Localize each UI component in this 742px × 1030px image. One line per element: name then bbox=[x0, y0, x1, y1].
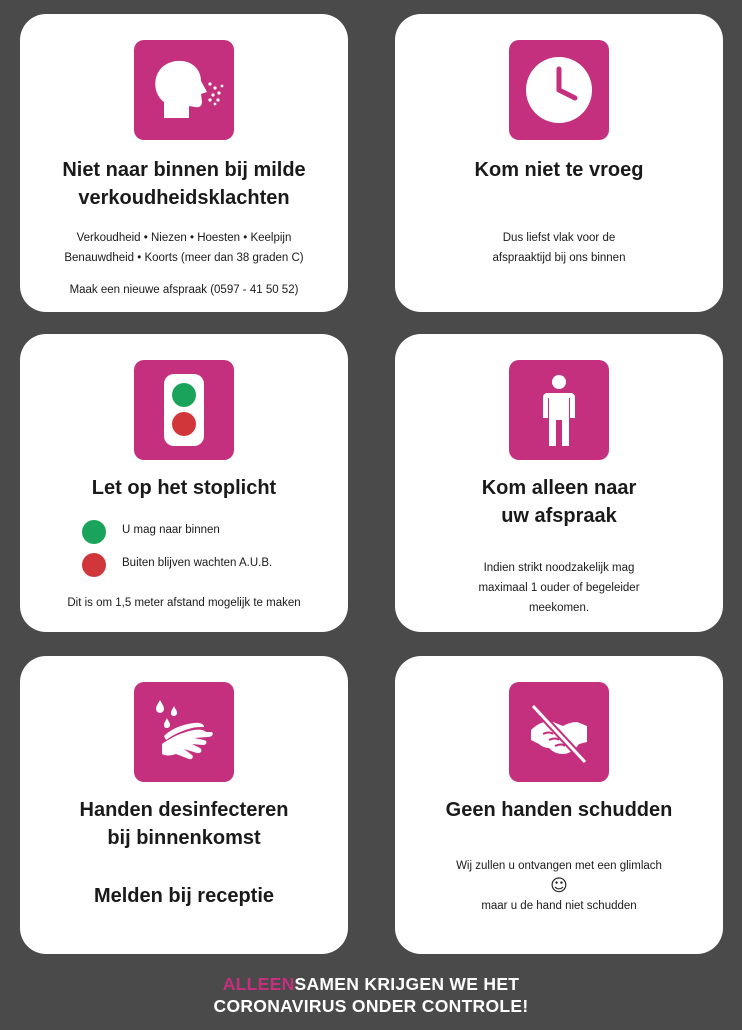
smiley-icon: ☺ bbox=[550, 876, 568, 896]
smile-line: Wij zullen u ontvangen met een glimlach ☺ bbox=[407, 856, 711, 896]
traffic-light-icon bbox=[134, 360, 234, 460]
card-title: Kom alleen naar uw afspraak bbox=[481, 477, 637, 527]
card-not-too-early bbox=[395, 14, 723, 312]
card-title: Handen desinfecteren bij binnenkomst bbox=[79, 799, 289, 849]
person-icon bbox=[509, 360, 609, 460]
red-light-dot bbox=[82, 553, 106, 577]
card-title: Let op het stoplicht bbox=[91, 477, 277, 499]
legend-label: Buiten blijven wachten A.U.B. bbox=[122, 557, 273, 569]
hand-sanitizer-icon bbox=[134, 682, 234, 782]
distance-note: Dit is om 1,5 meter afstand mogelijk te maken bbox=[67, 597, 301, 609]
clock-icon bbox=[509, 40, 609, 140]
card-no-handshake bbox=[395, 656, 723, 954]
footer-line-2: CORONAVIRUS ONDER CONTROLE! bbox=[213, 996, 529, 1016]
card-traffic-light bbox=[20, 334, 348, 632]
card-disinfect-hands bbox=[20, 656, 348, 954]
footer-line-1 bbox=[0, 973, 742, 995]
card-cold-symptoms bbox=[20, 14, 348, 312]
coughing-person-icon bbox=[134, 40, 234, 140]
card-come-alone bbox=[395, 334, 723, 632]
no-handshake-icon bbox=[509, 682, 609, 782]
green-light-dot bbox=[82, 520, 106, 544]
card-title: Geen handen schudden bbox=[445, 799, 673, 821]
card-subtitle: Melden bij receptie bbox=[93, 885, 275, 907]
footer-slogan bbox=[0, 973, 742, 1017]
footer-highlight: ALLEEN bbox=[222, 974, 295, 994]
card-title: Kom niet te vroeg bbox=[474, 159, 644, 181]
card-title: Niet naar binnen bij milde verkoudheidsklachten bbox=[62, 159, 306, 209]
appointment-note: Maak een nieuwe afspraak (0597 - 41 50 52) bbox=[69, 284, 299, 296]
card-text: Wij zullen u ontvangen met een glimlach ☺ maar u de hand niet schudden bbox=[407, 856, 711, 916]
card-text: Indien strikt noodzakelijk mag maximaal 1 ouder of begeleider meekomen. bbox=[478, 562, 640, 614]
footer-text: SAMEN KRIJGEN WE HET bbox=[294, 974, 520, 994]
card-text: Dus liefst vlak voor de afspraaktijd bij ons binnen bbox=[492, 232, 626, 264]
legend-label: U mag naar binnen bbox=[122, 524, 220, 536]
symptoms-text: Verkoudheid • Niezen • Hoesten • Keelpijn Benauwdheid • Koorts (meer dan 38 graden C) bbox=[64, 232, 304, 264]
